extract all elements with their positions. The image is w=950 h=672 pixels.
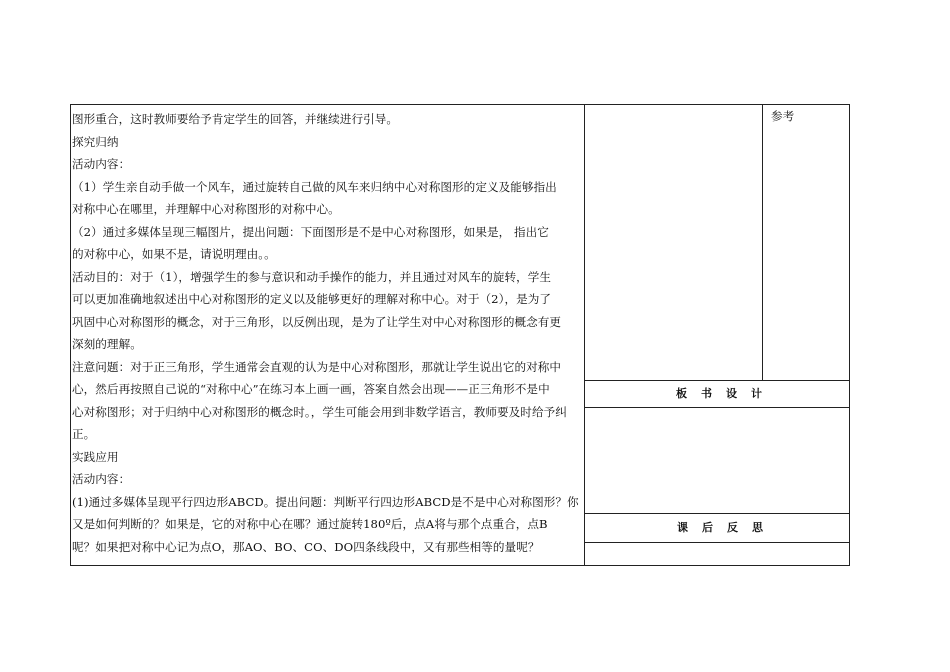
text-line: 图形重合，这时教师要给予肯定学生的回答，并继续进行引导。: [72, 112, 399, 126]
text-line: 正。: [72, 427, 96, 441]
reference-column-divider: [762, 104, 763, 380]
text-line: 深刻的理解。: [72, 337, 142, 351]
reference-label: 参考: [771, 109, 795, 123]
text-line: 注意问题：对于正三角形，学生通常会直观的认为是中心对称图形，那就让学生说出它的对称中: [72, 359, 562, 374]
column-divider: [584, 104, 585, 566]
text-line: 活动内容：: [72, 157, 131, 171]
board-design-bottom-rule: [584, 407, 850, 408]
text-line: 又是如何判断的？如果是，它的对称中心在哪？通过旋转180º后，点A将与那个点重合，点B: [72, 517, 548, 531]
text-line: 心，然后再按照自己说的“对称中心”在练习本上画一画，答案自然会出现——正三角形不是中: [72, 382, 550, 396]
section-title-explore: 探究归纳: [72, 134, 119, 149]
text-line: 可以更加准确地叙述出中心对称图形的定义以及能够更好的理解对称中心。对于（2），是为了: [72, 292, 552, 306]
text-line: 呢？如果把对称中心记为点O，那AO、BO、CO、DO四条线段中，又有那些相等的量呢？: [72, 539, 540, 554]
text-line: 巩固中心对称图形的概念，对于三角形，以反例出现，是为了让学生对中心对称图形的概念有更: [72, 314, 562, 329]
text-line: (1)通过多媒体呈现平行四边形ABCD。提出问题：判断平行四边形ABCD是不是中心对称图形？你: [72, 494, 579, 509]
text-line: 活动内容：: [72, 472, 131, 486]
board-design-top-rule: [584, 380, 850, 381]
section-title-practice: 实践应用: [72, 449, 119, 464]
text-line: 对称中心在哪里，并理解中心对称图形的对称中心。: [72, 202, 340, 216]
text-line: 活动目的：对于（1），增强学生的参与意识和动手操作的能力，并且通过对风车的旋转，学生: [72, 269, 552, 284]
text-line: 心对称图形；对于归纳中心对称图形的概念时。，学生可能会用到非数学语言，教师要及时给予纠: [72, 404, 567, 419]
after-class-heading: 课后反思: [677, 521, 777, 534]
after-class-top-rule: [584, 513, 850, 514]
text-line: 的对称中心，如果不是，请说明理由。。: [72, 247, 276, 261]
lesson-content: [72, 108, 580, 564]
text-line: （1）学生亲自动手做一个风车，通过旋转自己做的风车来归纳中心对称图形的定义及能够指出: [72, 179, 557, 194]
text-line: （2）通过多媒体呈现三幅图片，提出问题：下面图形是不是中心对称图形，如果是， 指出它: [72, 224, 549, 239]
board-design-heading: 板书设计: [676, 387, 776, 400]
after-class-bottom-rule: [584, 542, 850, 543]
